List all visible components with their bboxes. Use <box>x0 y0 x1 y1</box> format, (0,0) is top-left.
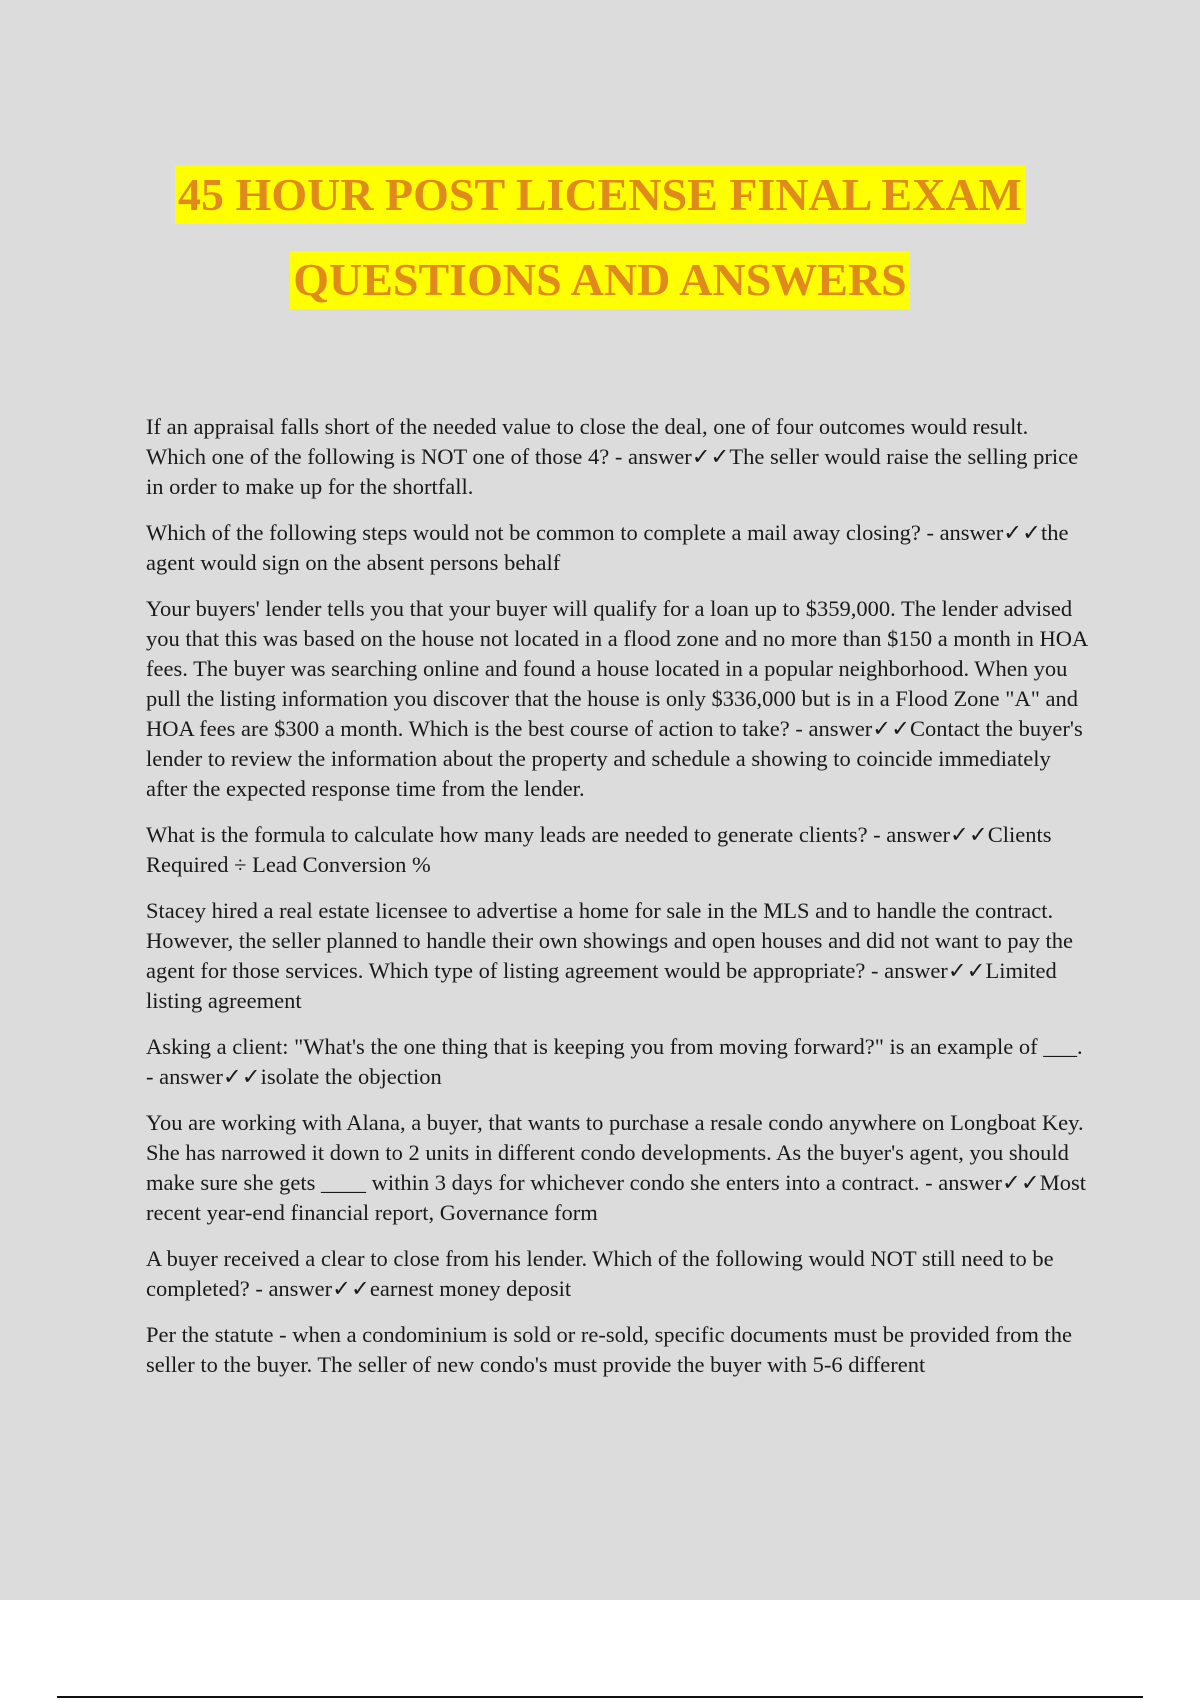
answer-text: earnest money deposit <box>369 1276 572 1301</box>
qa-item <box>146 1320 1091 1380</box>
question-text: If an appraisal falls short of the needed value to close the deal, one of four outcomes would result. Which one of the following is NOT one of those 4? - answer <box>146 414 1029 469</box>
answer-text: Limited listing agreement <box>146 958 1057 1013</box>
question-text: Per the statute - when a condominium is sold or re-sold, specific documents must be provided from the seller to the buyer. The seller of new condo's must provide the buyer with 5-6 different <box>146 1322 1073 1377</box>
answer-check-marker: ✓✓ <box>691 444 730 469</box>
answer-text: the agent would sign on the absent persons behalf <box>146 520 1069 575</box>
question-text: What is the formula to calculate how many leads are needed to generate clients? - answer <box>146 822 951 847</box>
answer-check-marker: ✓✓ <box>947 958 986 983</box>
qa-item <box>146 820 1091 880</box>
answer-text: Contact the buyer's lender to review the information about the property and schedule a showing to coincide immediately after the expected response time from the lender. <box>146 716 1083 801</box>
qa-item <box>146 1032 1091 1092</box>
qa-item <box>146 518 1091 578</box>
answer-check-marker: ✓✓ <box>332 1276 370 1301</box>
qa-item <box>146 412 1091 502</box>
question-text: You are working with Alana, a buyer, that wants to purchase a resale condo anywhere on Longboat Key. She has narrowed it down to 2 units in different condo developments. As the buyer's agent, you should make sure she gets ____ within 3 days for whichever condo she enters into a contract. - answer <box>146 1110 1084 1195</box>
question-text: A buyer received a clear to close from his lender. Which of the following would NOT still need to be completed? - answer <box>146 1246 1054 1301</box>
answer-check-marker: ✓✓ <box>222 1064 261 1089</box>
document-title <box>0 166 1200 336</box>
answer-check-marker: ✓✓ <box>1002 1170 1040 1195</box>
qa-list <box>146 412 1091 1396</box>
question-text: Your buyers' lender tells you that your buyer will qualify for a loan up to $359,000. The lender advised you that this was based on the house not located in a flood zone and no more than $150 a month in HOA fees. The buyer was searching online and found a house located in a popular neighborhood. When you pull the listing information you discover that the house is only $336,000 but is in a Flood Zone "A" and HOA fees are $300 a month. Which is the best course of action to take? - answer <box>146 596 1088 741</box>
answer-text: Most recent year-end financial report, Governance form <box>146 1170 1086 1225</box>
question-text: Asking a client: "What's the one thing that is keeping you from moving forward?" is an example of ___. - answer <box>146 1034 1083 1089</box>
qa-item <box>146 594 1091 804</box>
answer-check-marker: ✓✓ <box>950 822 988 847</box>
question-text: Stacey hired a real estate licensee to advertise a home for sale in the MLS and to handle the contract. However, the seller planned to handle their own showings and open houses and did not want to pay the agent for those services. Which type of listing agreement would be appropriate? - answer <box>146 898 1074 983</box>
qa-item <box>146 1108 1091 1228</box>
title-line-2: QUESTIONS AND ANSWERS <box>290 251 910 309</box>
answer-check-marker: ✓✓ <box>872 716 910 741</box>
qa-item <box>146 1244 1091 1304</box>
question-text: Which of the following steps would not be common to complete a mail away closing? - answer <box>146 520 1004 545</box>
answer-text: isolate the objection <box>260 1064 442 1089</box>
answer-text: Clients Required ÷ Lead Conversion % <box>146 822 1052 877</box>
answer-text: The seller would raise the selling price in order to make up for the shortfall. <box>146 444 1079 499</box>
qa-item <box>146 896 1091 1016</box>
answer-check-marker: ✓✓ <box>1003 520 1042 545</box>
title-line-1: 45 HOUR POST LICENSE FINAL EXAM <box>175 166 1025 224</box>
page-separator-line <box>57 1696 1143 1698</box>
